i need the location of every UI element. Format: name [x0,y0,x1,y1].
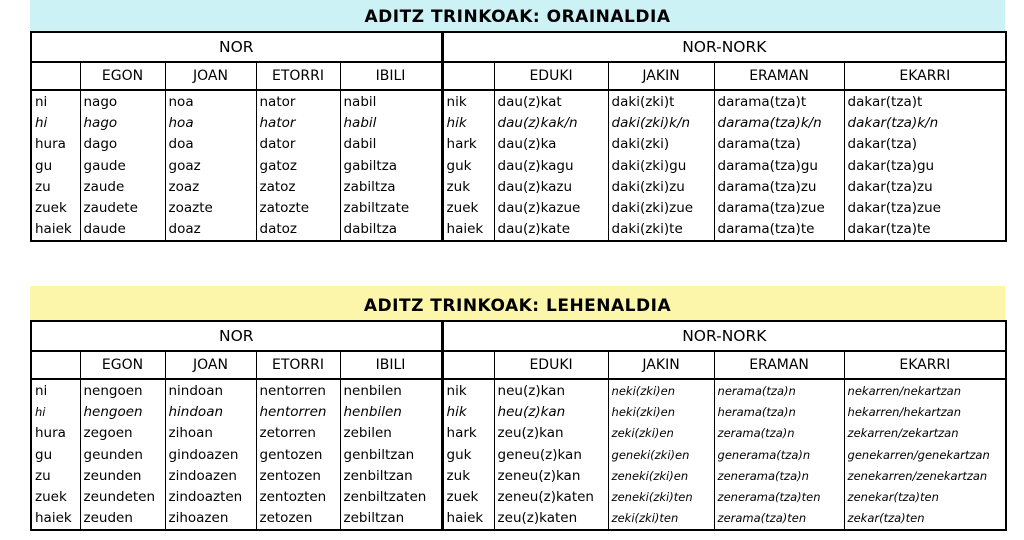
past-body [31,379,1006,530]
conjugation-cell: dakar(tza)gu [844,155,1006,176]
conjugation-cell: darama(tza)t [714,90,844,112]
nornork-group-header: NOR-NORK [442,32,1006,62]
conjugation-cell: nator [256,90,340,112]
conjugation-cell: zekarren/zekartzan [844,423,1006,444]
conjugation-cell: zabiltza [340,176,442,197]
conjugation-cell: darama(tza)te [714,219,844,241]
conjugation-cell: genbiltzan [340,444,442,465]
conjugation-cell: zeu(z)kan [494,423,608,444]
conjugation-cell: heu(z)kan [494,401,608,422]
pronoun-cell: guk [442,444,494,465]
conjugation-cell: zeneu(z)katen [494,486,608,507]
conjugation-cell: darama(tza)zue [714,197,844,218]
conjugation-cell: zerama(tza)n [714,423,844,444]
pronoun-cell: ni [31,379,80,401]
verb-header: JOAN [165,62,256,90]
conjugation-cell: herama(tza)n [714,401,844,422]
conjugation-cell: dau(z)kat [494,90,608,112]
conjugation-cell: dau(z)kate [494,219,608,241]
pronoun-cell: gu [31,155,80,176]
conjugation-cell: geneki(zki)en [608,444,714,465]
conjugation-cell: daki(zki)te [608,219,714,241]
past-tense-table [30,320,1007,531]
conjugation-cell: hindoan [165,401,256,422]
conjugation-cell: zindoazten [165,486,256,507]
verb-header: ETORRI [256,62,340,90]
conjugation-cell: generama(tza)n [714,444,844,465]
pronoun-cell: gu [31,444,80,465]
conjugation-cell: zegoen [80,423,165,444]
verb-header: IBILI [340,62,442,90]
conjugation-cell: darama(tza)gu [714,155,844,176]
present-body [31,90,1006,241]
conjugation-cell: nenbilen [340,379,442,401]
table-row [31,90,1006,112]
conjugation-cell: dakar(tza)t [844,90,1006,112]
conjugation-cell: nabil [340,90,442,112]
conjugation-cell: dakar(tza) [844,134,1006,155]
verb-header: ERAMAN [714,62,844,90]
verb-header: EKARRI [844,62,1006,90]
conjugation-cell: hentorren [256,401,340,422]
conjugation-cell: daki(zki)t [608,90,714,112]
table-row [31,486,1006,507]
pronoun-cell: hik [442,401,494,422]
conjugation-cell: henbilen [340,401,442,422]
pronoun-cell: haiek [31,219,80,241]
column-header-row [31,351,1006,379]
conjugation-cell: nengoen [80,379,165,401]
conjugation-cell: darama(tza) [714,134,844,155]
conjugation-cell: dator [256,134,340,155]
conjugation-cell: zabiltzate [340,197,442,218]
conjugation-cell: geunden [80,444,165,465]
table-row [31,176,1006,197]
pronoun-cell: hik [442,112,494,133]
conjugation-cell: zenekarren/zenekartzan [844,465,1006,486]
pronoun-cell: zu [31,176,80,197]
conjugation-cell: geneu(z)kan [494,444,608,465]
conjugation-cell: zetozen [256,508,340,530]
conjugation-cell: nerama(tza)n [714,379,844,401]
conjugation-cell: hoa [165,112,256,133]
conjugation-cell: zatozte [256,197,340,218]
conjugation-cell: dakar(tza)zue [844,197,1006,218]
table-row [31,219,1006,241]
pronoun-cell: haiek [442,508,494,530]
conjugation-cell: nentorren [256,379,340,401]
conjugation-cell: datoz [256,219,340,241]
conjugation-cell: dago [80,134,165,155]
conjugation-cell: zebiltzan [340,508,442,530]
conjugation-cell: zentozen [256,465,340,486]
conjugation-cell: gindoazen [165,444,256,465]
verb-header: EGON [80,62,165,90]
table-row [31,379,1006,401]
verb-header: ETORRI [256,351,340,379]
conjugation-cell: zenerama(tza)n [714,465,844,486]
pronoun-cell: guk [442,155,494,176]
verb-header: JAKIN [608,62,714,90]
conjugation-cell: zenbiltzan [340,465,442,486]
verb-header: EDUKI [494,62,608,90]
pronoun-cell: nik [442,379,494,401]
conjugation-cell: nago [80,90,165,112]
conjugation-cell: gatoz [256,155,340,176]
pronoun-cell: ni [31,90,80,112]
conjugation-cell: neu(z)kan [494,379,608,401]
conjugation-cell: hengoen [80,401,165,422]
conjugation-cell: gaude [80,155,165,176]
table-row [31,444,1006,465]
pronoun-cell: haiek [31,508,80,530]
conjugation-cell: zekar(tza)ten [844,508,1006,530]
pronoun-cell: hura [31,423,80,444]
conjugation-cell: zeneu(z)kan [494,465,608,486]
nornork-group-header: NOR-NORK [442,321,1006,351]
verb-header: IBILI [340,351,442,379]
conjugation-cell: dau(z)ka [494,134,608,155]
conjugation-cell: daki(zki)zue [608,197,714,218]
conjugation-cell: dabiltza [340,219,442,241]
table-row [31,465,1006,486]
conjugation-cell: gabiltza [340,155,442,176]
table-row [31,112,1006,133]
conjugation-cell: doa [165,134,256,155]
conjugation-cell: zihoan [165,423,256,444]
conjugation-cell: dabil [340,134,442,155]
pronoun-cell: zuk [442,176,494,197]
conjugation-cell: goaz [165,155,256,176]
verb-header: JAKIN [608,351,714,379]
verb-header: JOAN [165,351,256,379]
pronoun-cell: nik [442,90,494,112]
present-tense-section [30,0,1005,242]
conjugation-cell: zeunden [80,465,165,486]
conjugation-cell: zeuden [80,508,165,530]
table-row [31,508,1006,530]
conjugation-cell: zoazte [165,197,256,218]
nor-group-header: NOR [31,321,442,351]
present-tense-title: ADITZ TRINKOAK: ORAINALDIA [30,0,1005,31]
conjugation-cell: daude [80,219,165,241]
column-header-row [31,62,1006,90]
conjugation-cell: habil [340,112,442,133]
conjugation-cell: zaudete [80,197,165,218]
pronoun-cell: hi [31,112,80,133]
verb-header: EKARRI [844,351,1006,379]
conjugation-cell: zoaz [165,176,256,197]
pronoun-cell: zuk [442,465,494,486]
conjugation-cell: zeundeten [80,486,165,507]
conjugation-cell: daki(zki)gu [608,155,714,176]
pronoun-cell: haiek [442,219,494,241]
pronoun-header [31,351,80,379]
conjugation-cell: doaz [165,219,256,241]
conjugation-cell: zenerama(tza)ten [714,486,844,507]
conjugation-cell: nekarren/nekartzan [844,379,1006,401]
conjugation-cell: zebilen [340,423,442,444]
pronoun-cell: zuek [442,486,494,507]
conjugation-cell: daki(zki)k/n [608,112,714,133]
conjugation-cell: zenbiltzaten [340,486,442,507]
conjugation-cell: dau(z)kak/n [494,112,608,133]
conjugation-cell: neki(zki)en [608,379,714,401]
conjugation-cell: dakar(tza)zu [844,176,1006,197]
conjugation-cell: heki(zki)en [608,401,714,422]
verb-header: EDUKI [494,351,608,379]
verb-header: EGON [80,351,165,379]
conjugation-cell: zentozten [256,486,340,507]
table-row [31,401,1006,422]
conjugation-cell: zerama(tza)ten [714,508,844,530]
pronoun-cell: zu [31,465,80,486]
table-row [31,134,1006,155]
pronoun-cell: hi [31,401,80,422]
conjugation-cell: zeki(zki)ten [608,508,714,530]
table-row [31,197,1006,218]
conjugation-cell: hator [256,112,340,133]
verb-header: ERAMAN [714,351,844,379]
conjugation-cell: dau(z)kazue [494,197,608,218]
conjugation-cell: hekarren/hekartzan [844,401,1006,422]
conjugation-cell: zeki(zki)en [608,423,714,444]
conjugation-cell: hago [80,112,165,133]
conjugation-cell: genekarren/genekartzan [844,444,1006,465]
pronoun-header [442,351,494,379]
conjugation-cell: dau(z)kazu [494,176,608,197]
table-row [31,423,1006,444]
conjugation-cell: zaude [80,176,165,197]
conjugation-cell: zeneki(zki)ten [608,486,714,507]
conjugation-cell: zihoazen [165,508,256,530]
conjugation-cell: zeu(z)katen [494,508,608,530]
pronoun-header [442,62,494,90]
conjugation-cell: dakar(tza)k/n [844,112,1006,133]
conjugation-cell: zenekar(tza)ten [844,486,1006,507]
pronoun-cell: hark [442,134,494,155]
conjugation-cell: nindoan [165,379,256,401]
conjugation-cell: darama(tza)k/n [714,112,844,133]
conjugation-cell: dakar(tza)te [844,219,1006,241]
past-tense-title: ADITZ TRINKOAK: LEHENALDIA [30,286,1005,320]
present-tense-table [30,31,1007,242]
nor-group-header: NOR [31,32,442,62]
conjugation-cell: noa [165,90,256,112]
pronoun-cell: zuek [31,197,80,218]
conjugation-cell: dau(z)kagu [494,155,608,176]
conjugation-cell: daki(zki) [608,134,714,155]
pronoun-cell: zuek [442,197,494,218]
conjugation-cell: zatoz [256,176,340,197]
conjugation-cell: gentozen [256,444,340,465]
pronoun-cell: hark [442,423,494,444]
conjugation-cell: zeneki(zki)en [608,465,714,486]
conjugation-cell: darama(tza)zu [714,176,844,197]
pronoun-cell: zuek [31,486,80,507]
past-tense-section [30,286,1005,531]
conjugation-cell: daki(zki)zu [608,176,714,197]
pronoun-header [31,62,80,90]
pronoun-cell: hura [31,134,80,155]
conjugation-cell: zindoazen [165,465,256,486]
table-row [31,155,1006,176]
conjugation-cell: zetorren [256,423,340,444]
